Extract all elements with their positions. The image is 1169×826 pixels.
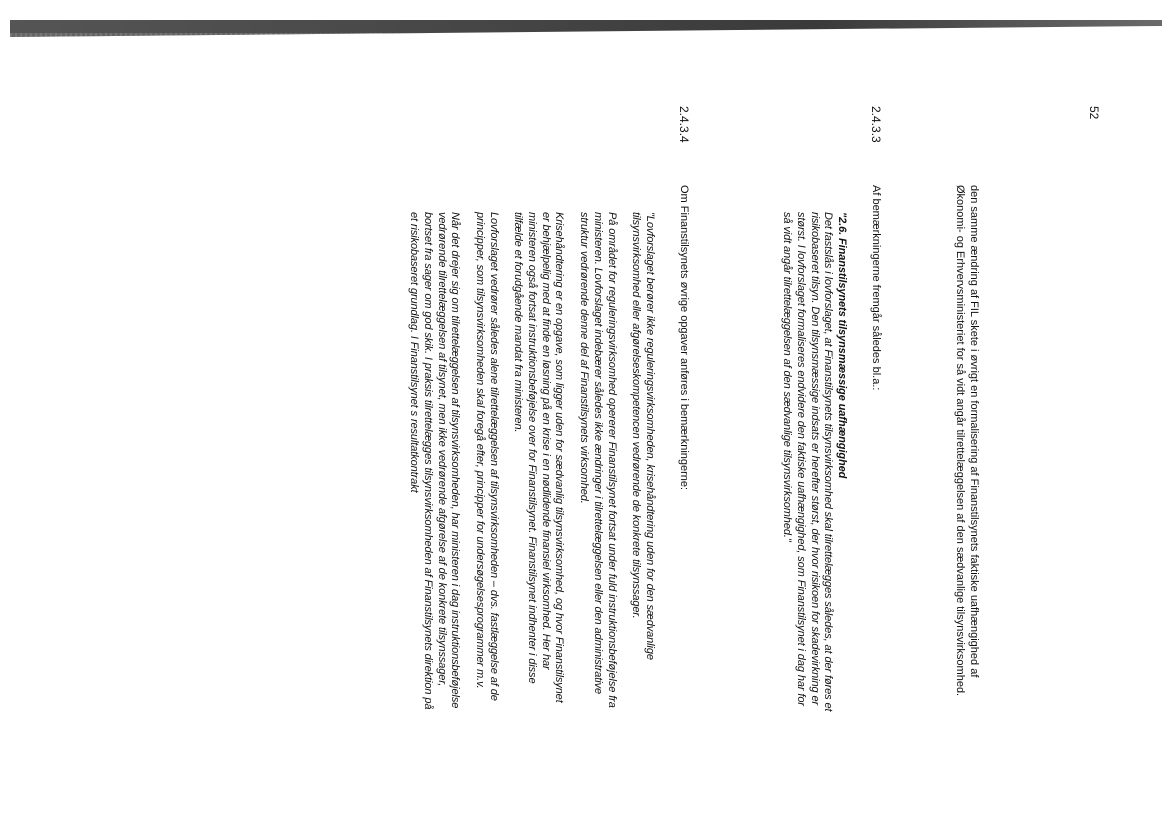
scan-edge-shadow (10, 20, 1162, 37)
document-page (100, 100, 1100, 800)
section-number-2434: 2.4.3.4 (677, 106, 691, 143)
page-number: 52 (1087, 106, 1101, 120)
quote-title: "2.6. Finanstilsynets tilsynsmæssige uafhængighed (836, 212, 848, 479)
section-number-2433: 2.4.3.3 (869, 106, 883, 143)
quote-paragraph (779, 212, 848, 712)
quote-paragraph-2: På området for reguleringsvirksomhed opererer Finanstilsynet fortsat under fuld instruktionsbeføjelse fra ministeren. Lovforslaget indebærer således ikke ændringer i tilrettelæggelsen eller den administrative struktur vedrørende denne del af Finanstilsynets virksomhed. (578, 212, 618, 708)
quote-paragraph-4: Lovforslaget vedrører således alene tilrettelæggelsen af tilsynsvirksomheden – dvs. fastlæggelse af de principper, som tilsynsvirksomheden skal foregå efter, principper for undersøgelsesprogrammer m.v. (473, 212, 500, 701)
quote-paragraph-3: Krisehåndtering er en opgave, som ligger uden for sædvanlig tilsynsvirksomhed, og hvor Finanstilsynet er behjælpelig med at finde en løsning på en krise i en nødlidende finansiel virksomhed. Her har ministeren også fortsat instruktionsbeføjelse over for Finanstilsynet. Finanstilsynet indhenter i disse tilfælde et forudgående mandat fra ministeren. (512, 212, 566, 703)
quote-paragraph-1: "Lovforslaget berører ikke reguleringsvirksomheden, krisehåndtering uden for den sædvanlige tilsynsvirksomhed eller afgørelseskompetencen vedrørende de konkrete tilsynssager. (630, 212, 656, 660)
section-heading-2434: Om Finanstilsynets øvrige opgaver anføres i bemærkningerne: (678, 185, 690, 491)
quote-paragraph-5: Når det drejer sig om tilrettelæggelsen af tilsynsvirksomheden, har ministeren i dag instruktionsbeføjelse vedrørende tilrettelæggelsen af tilsynet, men ikke vedrørende afgørelse af de konkrete tilsynssager, bortset fra sager om god skik. I praksis tilrettelægges tilsynsvirksomheden af Finanstilsynets direktion på et risikobaseret grundlag. I Finanstilsynet s resultatkontrakt (408, 212, 462, 710)
intro-paragraph: den samme ændring af FIL skete i øvrigt en formalisering af Finanstilsynets faktiske uafhængighed af Økonomi- og Erhvervsministeriet for så vidt angår tilrettelæggelsen af den sædvanlige tilsynsvirksomhed. (954, 185, 980, 697)
quote-block-2434 (395, 212, 656, 712)
quote-block-2433 (768, 212, 848, 712)
section-heading-2433: Af bemærkningerne fremgår således bl.a.: (870, 185, 882, 391)
quote-text: Det fastslås i lovforslaget, at Finanstilsynets tilsynsvirksomhed skal tilrettelægges således, at der føres et risikobaseret tilsyn. Den tilsynsmæssige indsats er herefter størst, der hvor risikoen for skadevirkning er størst. I lovforslaget formaliseres endvidere den faktiske uafhængighed, som Finanstilsynet i dag har for så vidt angår tilrettelæggelsen af den sædvanlige tilsynsvirksomhed." (781, 212, 835, 712)
